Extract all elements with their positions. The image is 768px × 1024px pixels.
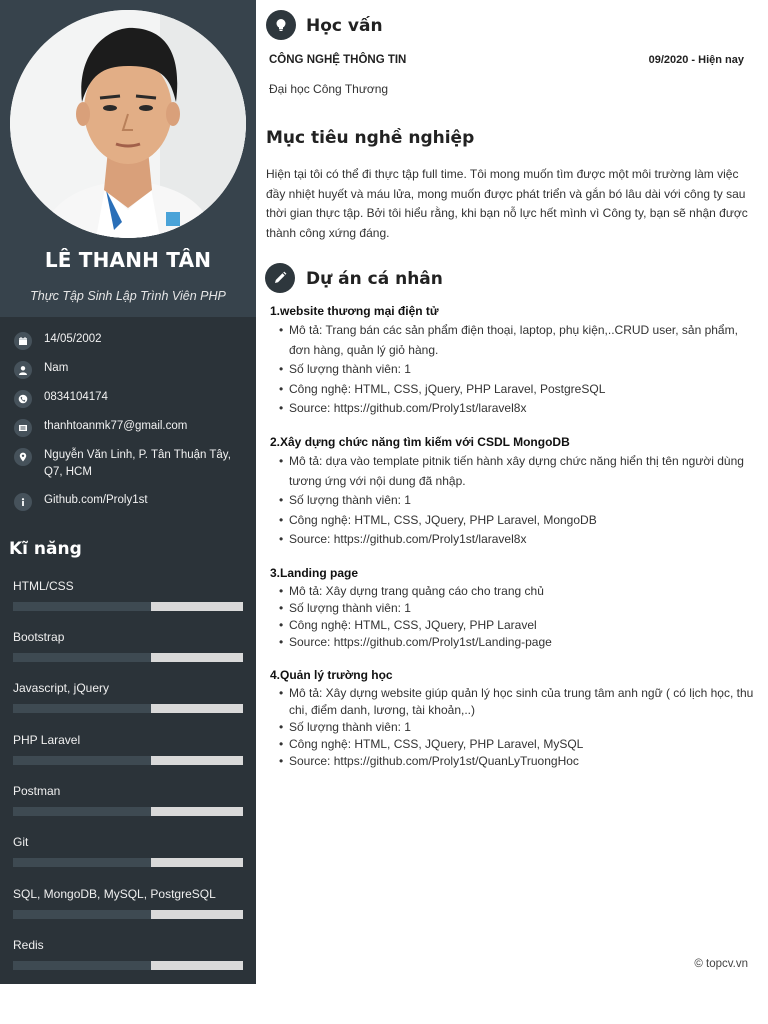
project-item (270, 565, 760, 651)
skill-item (13, 937, 243, 970)
contact-text[interactable]: thanhtoanmk77@gmail.com (44, 420, 188, 432)
skill-label: HTML/CSS (13, 579, 74, 593)
project-item (270, 303, 760, 419)
skill-item (13, 680, 243, 713)
skill-bar-fill (13, 602, 151, 611)
skill-label: Git (13, 835, 29, 849)
location-icon (14, 448, 32, 466)
project-detail: • Công nghệ: HTML, CSS, JQuery, PHP Laravel (270, 617, 760, 634)
email-icon (14, 419, 32, 437)
project-item (270, 434, 760, 550)
skill-bar (13, 704, 243, 713)
contact-text[interactable]: 0834104174 (44, 391, 108, 403)
project-name: 1.website thương mại điện tử (270, 304, 439, 318)
project-detail: • Số lượng thành viên: 1 (270, 360, 760, 380)
project-name: 2.Xây dựng chức năng tìm kiếm với CSDL MongoDB (270, 435, 570, 449)
pencil-icon (265, 263, 295, 293)
calendar-icon (14, 332, 32, 350)
skill-bar-fill (13, 704, 151, 713)
skill-label: Redis (13, 938, 44, 952)
contact-text: Nam (44, 362, 69, 374)
skill-label: PHP Laravel (13, 733, 81, 747)
skill-label: SQL, MongoDB, MySQL, PostgreSQL (13, 887, 216, 901)
contact-github (14, 492, 250, 511)
project-details (270, 452, 760, 550)
profile-role: Thực Tập Sinh Lập Trình Viên PHP (30, 289, 226, 303)
education-major: CÔNG NGHỆ THÔNG TIN (269, 54, 407, 66)
project-detail: • Công nghệ: HTML, CSS, JQuery, PHP Laravel, MySQL (270, 736, 760, 753)
objective-text: Hiện tại tôi có thể đi thực tập full time. Tôi mong muốn tìm được một môi trường làm việc đầy nhiệt huyết và máu lửa, mong muốn được phát triển và gắn bó lâu dài với công ty sau thời gian thực tập. Bởi tôi hiểu rằng, khi bạn nỗ lực hết mình vì Công ty, bạn sẽ nhận được thành công xứng đáng. (266, 167, 748, 241)
skill-bar-fill (13, 653, 151, 662)
skill-bar (13, 961, 243, 970)
project-detail[interactable]: • Source: https://github.com/Proly1st/laravel8x (270, 530, 760, 550)
skill-item (13, 783, 243, 816)
main-content (256, 0, 768, 1024)
education-title: Học vấn (306, 16, 383, 36)
project-detail: • Số lượng thành viên: 1 (270, 719, 760, 736)
skill-bar (13, 756, 243, 765)
project-detail: • Số lượng thành viên: 1 (270, 491, 760, 511)
project-detail: • Mô tả: dựa vào template pitnik tiến hành xây dựng chức năng hiển thị tên người dùng tương ứng với nội dung đã nhập. (270, 452, 760, 491)
skill-bar-fill (13, 807, 151, 816)
education-date: 09/2020 - Hiện nay (648, 54, 744, 66)
profile-header (0, 0, 256, 317)
project-details (270, 583, 760, 651)
project-name: 4.Quản lý trường học (270, 668, 393, 682)
project-detail: • Mô tả: Xây dựng website giúp quản lý học sinh của trung tâm anh ngữ ( có lịch học, thu chi, điểm danh, lương, tài khoản,..) (270, 685, 760, 719)
project-details (270, 321, 760, 419)
skill-item (13, 578, 243, 611)
skill-bar (13, 910, 243, 919)
project-detail: • Mô tả: Trang bán các sản phẩm điện thoại, laptop, phụ kiện,..CRUD user, sản phẩm, đơn hàng, quản lý giỏ hàng. (270, 321, 760, 360)
project-details (270, 685, 760, 770)
skill-bar (13, 807, 243, 816)
project-name: 3.Landing page (270, 566, 359, 580)
project-item (270, 667, 760, 770)
user-icon (14, 361, 32, 379)
skill-label: Bootstrap (13, 630, 65, 644)
skill-bar (13, 858, 243, 867)
contact-email (14, 418, 250, 437)
profile-photo (10, 10, 246, 238)
avatar (10, 10, 246, 238)
sidebar (0, 0, 256, 984)
contact-text[interactable]: Github.com/Proly1st (44, 494, 148, 506)
project-detail: • Công nghệ: HTML, CSS, JQuery, PHP Laravel, MongoDB (270, 511, 760, 531)
skill-label: Javascript, jQuery (13, 681, 110, 695)
project-detail: • Số lượng thành viên: 1 (270, 600, 760, 617)
contact-dob (14, 331, 250, 350)
skills-title: Kĩ năng (9, 539, 82, 559)
skill-bar-fill (13, 756, 151, 765)
profile-name: LÊ THANH TÂN (44, 248, 212, 272)
skill-bar-fill (13, 910, 151, 919)
contact-gender (14, 360, 250, 379)
skill-bar-fill (13, 961, 151, 970)
project-detail: • Công nghệ: HTML, CSS, jQuery, PHP Laravel, PostgreSQL (270, 380, 760, 400)
skill-item (13, 886, 243, 919)
skill-bar (13, 602, 243, 611)
project-detail[interactable]: • Source: https://github.com/Proly1st/Landing-page (270, 634, 760, 651)
skill-bar (13, 653, 243, 662)
projects-title: Dự án cá nhân (306, 269, 443, 289)
info-icon (14, 493, 32, 511)
lightbulb-icon (266, 10, 296, 40)
skill-label: Postman (13, 784, 61, 798)
phone-icon (14, 390, 32, 408)
contact-phone (14, 389, 250, 408)
project-detail[interactable]: • Source: https://github.com/Proly1st/laravel8x (270, 399, 760, 419)
skill-bar-fill (13, 858, 151, 867)
project-detail: • Mô tả: Xây dựng trang quảng cáo cho trang chủ (270, 583, 760, 600)
footer-watermark: © topcv.vn (694, 958, 748, 970)
education-school: Đại học Công Thương (269, 82, 389, 96)
skill-item (13, 629, 243, 662)
contact-text: 14/05/2002 (44, 333, 102, 345)
contact-address (14, 447, 250, 481)
project-detail[interactable]: • Source: https://github.com/Proly1st/QuanLyTruongHoc (270, 753, 760, 770)
contact-text: Nguyễn Văn Linh, P. Tân Thuận Tây, Q7, HCM (44, 449, 231, 478)
skill-item (13, 732, 243, 765)
skill-item (13, 834, 243, 867)
objective-title: Mục tiêu nghề nghiệp (266, 128, 475, 148)
